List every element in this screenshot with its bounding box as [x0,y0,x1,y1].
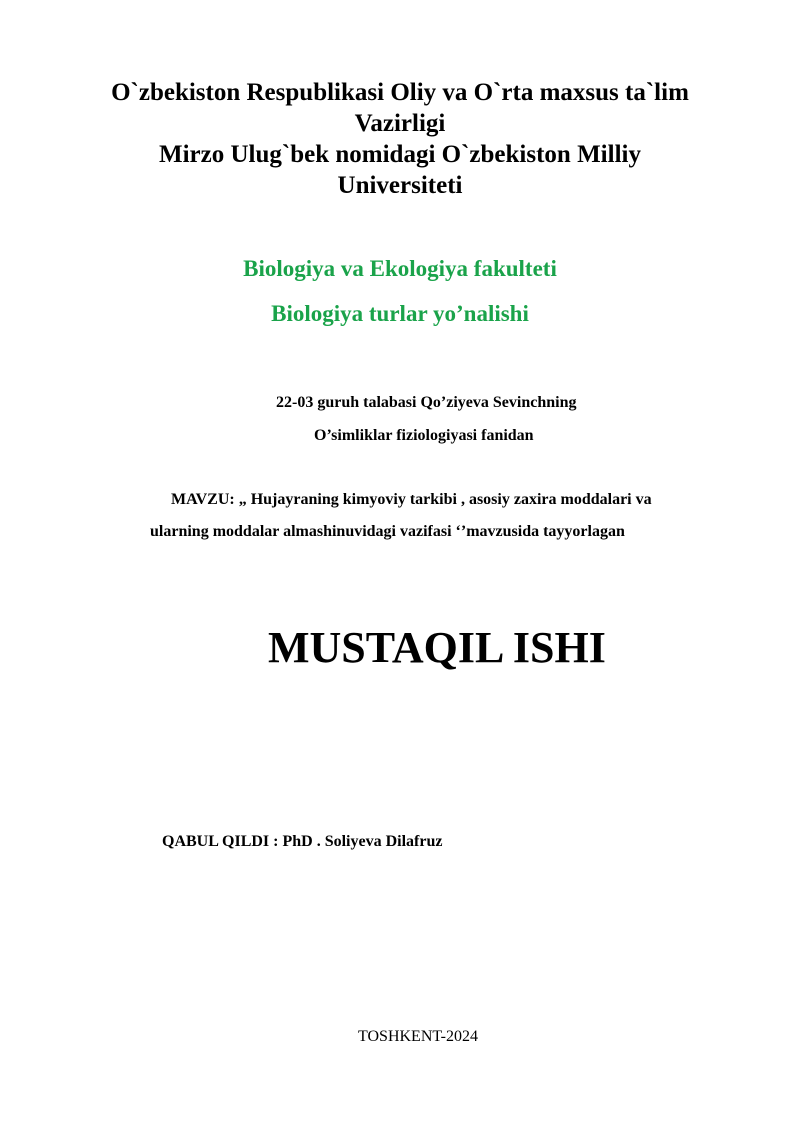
subject-line: O’simliklar fiziologiyasi fanidan [314,427,534,444]
university-name-line-1: Mirzo Ulug`bek nomidagi O`zbekiston Milliy [159,141,641,168]
footer-city-year: TOSHKENT-2024 [358,1028,479,1045]
supervisor-line: QABUL QILDI : PhD . Soliyeva Dilafruz [162,833,443,850]
topic-line-2: ularning moddalar almashinuvidagi vazifasi ‘’mavzusida tayyorlagan [150,523,625,540]
university-name-line-2: Universiteti [337,172,463,199]
topic-line-1: MAVZU: „ Hujayraning kimyoviy tarkibi , asosiy zaxira moddalari va [171,491,652,508]
faculty-name: Biologiya va Ekologiya fakulteti [243,256,557,281]
student-line: 22-03 guruh talabasi Qo’ziyeva Sevinchning [276,394,577,411]
ministry-name-line-2: Vazirligi [354,110,446,137]
ministry-name-line-1: O`zbekiston Respublikasi Oliy va O`rta maxsus ta`lim [111,79,689,106]
main-title: MUSTAQIL ISHI [268,623,606,672]
direction-name: Biologiya turlar yo’nalishi [271,301,529,326]
